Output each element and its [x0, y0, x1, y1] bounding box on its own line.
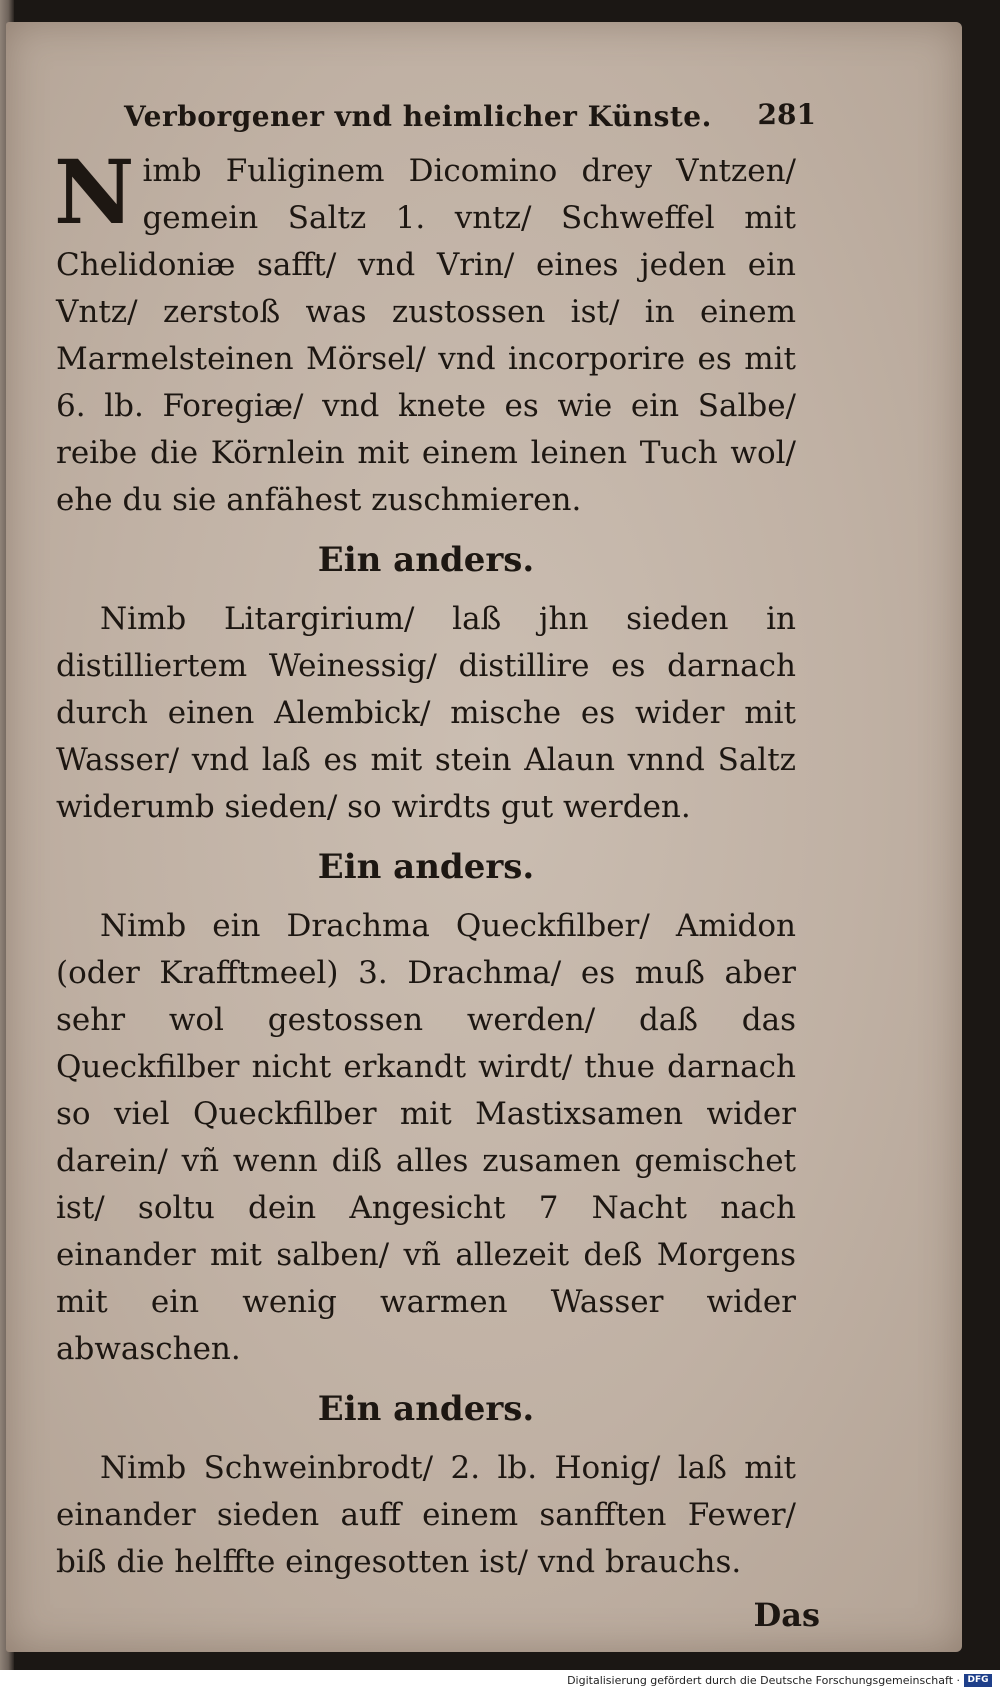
- paragraph-3: Nimb ein Drachma Queckfilber/ Amidon (oder Krafftmeel) 3. Drachma/ es muß aber sehr wol gestossen werden/ daß das Queckfilber nicht erkandt wirdt/ thue darnach so viel Queckfilber mit Mastixsamen wider darein/ vñ wenn diß alles zusamen gemischet ist/ soltu dein Angesicht 7 Nacht nach einander mit salben/ vñ allezeit deß Morgens mit ein wenig warmen Wasser wider abwaschen.: [56, 908, 796, 1367]
- section-heading-1: Ein anders.: [317, 540, 535, 580]
- drop-cap: N: [54, 140, 135, 244]
- book-page: [6, 22, 962, 1652]
- footer-bar: [0, 1670, 1000, 1693]
- paragraph-1: [54, 140, 796, 524]
- section-heading-2: Ein anders.: [317, 847, 535, 887]
- paragraph-4: Nimb Schweinbrodt/ 2. lb. Honig/ laß mit einander sieden auff einem sanfften Fewer/ biß die helffte eingesotten ist/ vnd brauchs.: [56, 1450, 796, 1580]
- page-content: [54, 92, 820, 1634]
- page-number: 281: [757, 98, 816, 131]
- paragraph-2: Nimb Litargirium/ laß jhn sieden in distilliertem Weinessig/ distillire es darnach durch einen Alembick/ mische es wider mit Wasser/ vnd laß es mit stein Alaun vnnd Saltz widerumb sieden/ so wirdts gut werden.: [56, 601, 796, 825]
- footer-credit: Digitalisierung gefördert durch die Deutsche Forschungsgemeinschaft ·: [567, 1674, 960, 1687]
- catchword: Das: [753, 1596, 820, 1634]
- running-head: [56, 92, 816, 148]
- running-title: Verborgener vnd heimlicher Künste.: [124, 100, 712, 133]
- dfg-logo: DFG: [964, 1674, 992, 1687]
- paragraph-1-text: imb Fuliginem Dicomino drey Vntzen/ gemein Saltz 1. vntz/ Schweffel mit Chelidoniæ safft/ vnd Vrin/ eines jeden ein Vntz/ zerstoß was zustossen ist/ in einem Marmelsteinen Mörsel/ vnd incorporire es mit 6. lb. Foregiæ/ vnd knete es wie ein Salbe/ reibe die Körnlein mit einem leinen Tuch wol/ ehe du sie anfähest zuschmieren.: [56, 153, 796, 518]
- section-heading-3: Ein anders.: [317, 1389, 535, 1429]
